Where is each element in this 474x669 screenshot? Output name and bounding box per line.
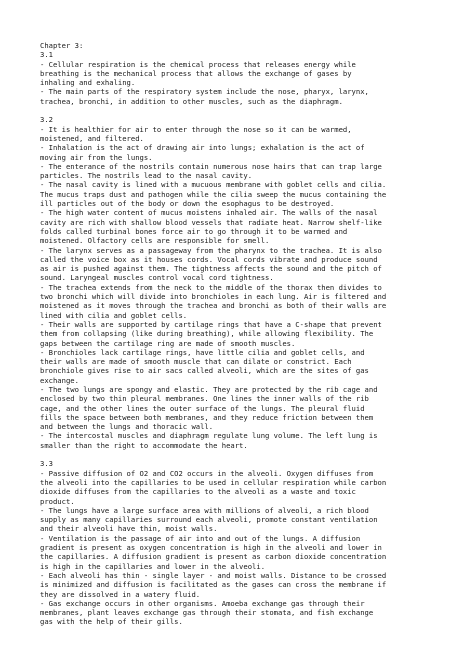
text-line: product. — [40, 496, 75, 506]
text-line: smaller than the right to accommodate the heart. — [40, 440, 248, 450]
text-line: is high in the capillaries and lower in the alveoli. — [40, 561, 266, 571]
text-line: is minimized and diffusion is facilitated as the gases can cross the membrane if — [40, 580, 387, 590]
text-line: - Ventilation is the passage of air into and out of the lungs. A diffusion — [40, 533, 361, 543]
text-line: gas with the help of their gills. — [40, 617, 183, 627]
text-line: - The trachea extends from the neck to the middle of the thorax then divides to — [40, 282, 382, 292]
text-line: sound. Laryngeal muscles control vocal cord tightness. — [40, 273, 274, 283]
text-line: called the voice box as it houses cords. Vocal cords vibrate and produce sound — [40, 254, 378, 264]
section-number: 3.1 — [40, 50, 53, 60]
text-line: gaps between the cartilage ring are made of smooth muscles. — [40, 338, 296, 348]
section-3-2 — [40, 115, 444, 450]
section-3-3 — [40, 459, 444, 626]
text-line: breathing is the mechanical process that allows the exchange of gases by — [40, 68, 352, 78]
text-line: and between the lungs and thoracic wall. — [40, 422, 214, 432]
text-line: as air is pushed against them. The tightness affects the sound and the pitch of — [40, 264, 382, 274]
text-line: - The two lungs are spongy and elastic. They are protected by the rib cage and — [40, 384, 378, 394]
text-line: membranes, plant leaves exchange gas through their stomata, and fish exchange — [40, 608, 374, 618]
text-line: them from collapsing (like during breathing), while allowing flexibility. The — [40, 329, 374, 339]
text-line: moistened as it moves through the trachea and bronchi as both of their walls are — [40, 301, 387, 311]
text-line: supply as many capillaries surround each alveoli, promote constant ventilation — [40, 515, 378, 525]
section-number: 3.2 — [40, 115, 53, 125]
text-line: two bronchi which will divide into bronchioles in each lung. Air is filtered and — [40, 292, 387, 302]
text-line: - Cellular respiration is the chemical process that releases energy while — [40, 59, 356, 69]
chapter-title: Chapter 3: — [40, 41, 84, 50]
text-line: - Their walls are supported by cartilage rings that have a C-shape that prevent — [40, 319, 382, 329]
section-3-1 — [40, 50, 444, 106]
text-line: folds called turbinal bones force air to go through it to be warmed and — [40, 226, 348, 236]
text-line: and their alveoli have thin, moist walls. — [40, 524, 218, 534]
text-line: their walls are made of smooth muscle that can dilate or constrict. Each — [40, 357, 352, 367]
text-line: - Gas exchange occurs in other organisms. Amoeba exchange gas through their — [40, 598, 365, 608]
text-line: The mucus traps dust and pathogen while the cilia sweep the mucus containing the — [40, 189, 387, 199]
text-line: moving air from the lungs. — [40, 152, 153, 162]
text-line: cage, and the other lines the outer surface of the lungs. The pleural fluid — [40, 403, 365, 413]
text-line: - The lungs have a large surface area with millions of alveoli, a rich blood — [40, 505, 369, 515]
text-line: inhaling and exhaling. — [40, 78, 136, 88]
text-line: gradient is present as oxygen concentration is high in the alveoli and lower in — [40, 543, 382, 553]
text-line: - The high water content of mucus moistens inhaled air. The walls of the nasal — [40, 208, 378, 218]
text-line: - The larynx serves as a passageway from the pharynx to the trachea. It is also — [40, 245, 382, 255]
text-line: enclosed by two thin pleural membranes. One lines the inner walls of the rib — [40, 394, 369, 404]
text-line: - It is healthier for air to enter through the nose so it can be warmed, — [40, 124, 352, 134]
text-line: bronchiole gives rise to air sacs called alveoli, which are the sites of gas — [40, 366, 369, 376]
sections-container — [40, 50, 444, 626]
document-page — [40, 41, 444, 636]
text-line: - The intercostal muscles and diaphragm regulate lung volume. The left lung is — [40, 431, 378, 441]
text-line: lined with cilia and goblet cells. — [40, 310, 188, 320]
text-line: moistened, and filtered. — [40, 133, 144, 143]
text-line: the alveoli into the capillaries to be used in cellular respiration while carbon — [40, 477, 387, 487]
text-line: - Bronchioles lack cartilage rings, have little cilia and goblet cells, and — [40, 347, 365, 357]
text-line: - The enterance of the nostrils contain numerous nose hairs that can trap large — [40, 161, 382, 171]
text-line: - The nasal cavity is lined with a mucuous membrane with goblet cells and cilia. — [40, 180, 387, 190]
text-line: - Each alveoli has thin - single layer - and moist walls. Distance to be crossed — [40, 570, 387, 580]
text-line: ill particles out of the body or down the esophagus to be destroyed. — [40, 199, 335, 209]
text-line: dioxide diffuses from the capillaries to the alveoli as a waste and toxic — [40, 487, 356, 497]
text-line: cavity are rich with shallow blood vessels that radiate heat. Narrow shelf-like — [40, 217, 382, 227]
text-line: - The main parts of the respiratory system include the nose, pharyx, larynx, — [40, 87, 369, 97]
text-line: - Passive diffusion of O2 and CO2 occurs in the alveoli. Oxygen diffuses from — [40, 468, 374, 478]
text-line: - Inhalation is the act of drawing air into lungs; exhalation is the act of — [40, 143, 365, 153]
text-line: exchange. — [40, 375, 79, 385]
section-number: 3.3 — [40, 459, 53, 469]
text-line: moistened. Olfactory cells are responsible for smell. — [40, 236, 270, 246]
text-line: they are dissolved in a watery fluid. — [40, 589, 201, 599]
text-line: trachea, bronchi, in addition to other muscles, such as the diaphragm. — [40, 96, 343, 106]
text-line: fills the space between both membranes, and they reduce friction between them — [40, 412, 374, 422]
text-line: the capillaries. A diffusion gradient is present as carbon dioxide concentration — [40, 552, 387, 562]
text-line: particles. The nostrils lead to the nasal cavity. — [40, 171, 253, 181]
